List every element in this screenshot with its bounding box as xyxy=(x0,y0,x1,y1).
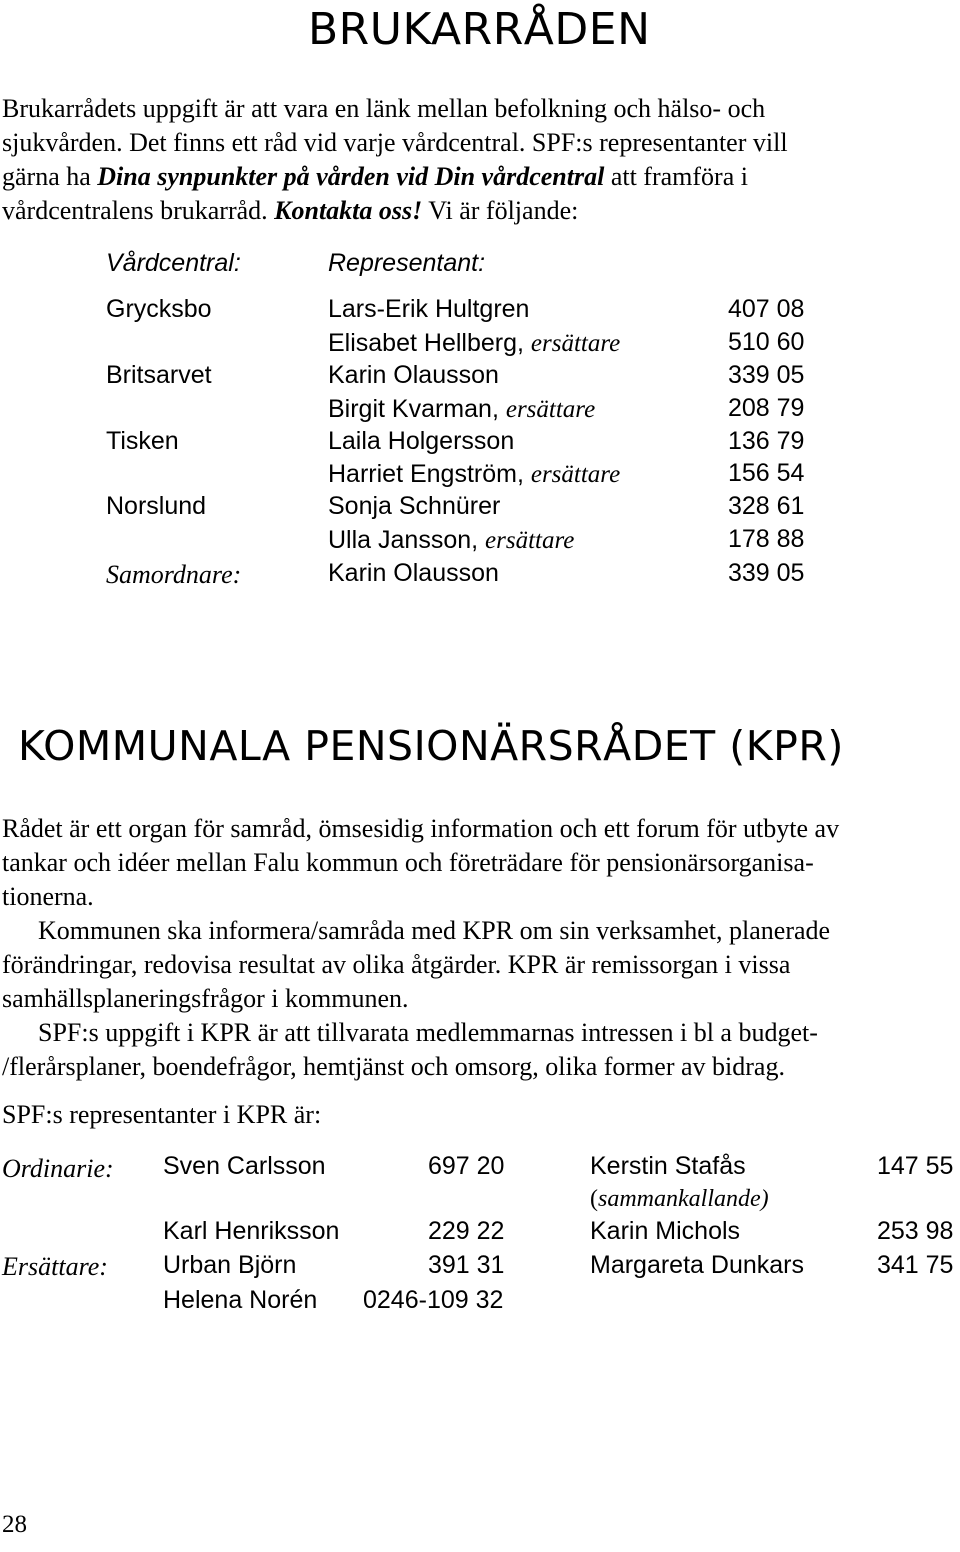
representative-phone: 407 08 xyxy=(728,295,805,323)
kpr-text-line: SPF:s uppgift i KPR är att tillvarata medlemmarnas intressen i bl a budget- xyxy=(38,1018,818,1047)
center-name: Tisken xyxy=(106,427,179,455)
intro-text: gärna ha xyxy=(2,162,98,191)
intro-text: att framföra i xyxy=(604,162,748,191)
representative-phone: 328 61 xyxy=(728,492,805,520)
intro-line-2: sjukvården. Det finns ett råd vid varje vårdcentral. SPF:s representanter vill xyxy=(2,128,788,157)
kpr-text-line: samhällsplaneringsfrågor i kommunen. xyxy=(2,984,409,1013)
center-name: Britsarvet xyxy=(106,361,212,389)
representative-phone: 136 79 xyxy=(728,427,805,455)
representative-phone: 156 54 xyxy=(728,459,805,487)
kpr-text-line: Rådet är ett organ för samråd, ömsesidig information och ett forum för utbyte av xyxy=(2,814,840,843)
rep-name-text: Ulla Jansson, xyxy=(328,526,486,554)
rep-name-text: Sonja Schnürer xyxy=(328,492,501,520)
note-text: sammankallande xyxy=(598,1186,761,1212)
kpr-member-phone: 341 75 xyxy=(877,1251,954,1279)
representative-name xyxy=(328,458,620,492)
kpr-text-line: /flerårsplaner, boendefrågor, hemtjänst och omsorg, olika former av bidrag. xyxy=(2,1052,785,1081)
representative-name xyxy=(328,393,595,427)
kpr-member-phone: 253 98 xyxy=(877,1217,954,1245)
paren-open: ( xyxy=(590,1186,598,1212)
kpr-member-phone: 391 31 xyxy=(428,1251,505,1279)
coordinator-name: Karin Olausson xyxy=(328,559,499,587)
kpr-member-note xyxy=(590,1182,769,1216)
kpr-member-name: Karl Henriksson xyxy=(163,1217,340,1245)
ordinarie-label: Ordinarie: xyxy=(2,1154,114,1183)
kpr-member-name: Helena Norén xyxy=(163,1286,318,1314)
center-name: Norslund xyxy=(106,492,207,520)
rep-name-text: Birgit Kvarman, xyxy=(328,395,506,423)
kpr-description xyxy=(2,812,957,1084)
kpr-member-name: Kerstin Stafås xyxy=(590,1152,746,1180)
rep-name-text: Karin Olausson xyxy=(328,361,499,389)
rep-name-text: Harriet Engström, xyxy=(328,460,531,488)
rep-name-text: Lars-Erik Hultgren xyxy=(328,295,530,323)
kpr-representatives-intro: SPF:s representanter i KPR är: xyxy=(2,1100,322,1129)
representative-name xyxy=(328,426,514,456)
kpr-member-phone: 697 20 xyxy=(428,1152,505,1180)
kpr-member-name: Margareta Dunkars xyxy=(590,1251,804,1279)
intro-text: vårdcentralens brukarråd. xyxy=(2,196,275,225)
kpr-member-name: Sven Carlsson xyxy=(163,1152,326,1180)
contact-us-emphasis: Kontakta oss! xyxy=(274,196,423,225)
page-number: 28 xyxy=(2,1511,27,1538)
ersattare-label: Ersättare: xyxy=(2,1252,108,1281)
intro-line-3 xyxy=(2,160,957,194)
paren-close: ) xyxy=(760,1186,769,1212)
note-open-paren xyxy=(590,1186,769,1212)
representative-name xyxy=(328,491,500,521)
coordinator-phone: 339 05 xyxy=(728,559,805,587)
representative-name xyxy=(328,327,620,361)
rep-role: ersättare xyxy=(505,396,596,423)
kpr-member-phone: 229 22 xyxy=(428,1217,505,1245)
intro-emphasis: Dina synpunkter på vården vid Din vårdcentral xyxy=(97,162,605,191)
kpr-member-phone: 147 55 xyxy=(877,1152,954,1180)
intro-line-1: Brukarrådets uppgift är att vara en länk mellan befolkning och hälso- och xyxy=(2,94,766,123)
rep-role: ersättare xyxy=(485,527,575,554)
kpr-text-line: tankar och idéer mellan Falu kommun och företrädare för pensionärsorganisa- xyxy=(2,848,814,877)
representative-phone: 510 60 xyxy=(728,328,805,356)
intro-line-4 xyxy=(2,194,957,228)
representative-name xyxy=(328,524,574,558)
kpr-member-name: Urban Björn xyxy=(163,1251,297,1279)
center-name: Grycksbo xyxy=(106,295,212,323)
representative-name xyxy=(328,294,529,324)
rep-name-text: Laila Holgersson xyxy=(328,427,515,455)
kpr-text-line: tionerna. xyxy=(2,882,94,911)
intro-text: Vi är följande: xyxy=(422,196,579,225)
kpr-member-phone: 0246-109 32 xyxy=(363,1286,504,1314)
representative-phone: 178 88 xyxy=(728,525,805,553)
intro-paragraph xyxy=(2,92,957,228)
rep-name-text: Elisabet Hellberg, xyxy=(328,329,531,357)
column-header-vardcentral: Vårdcentral: xyxy=(106,249,241,277)
rep-role: ersättare xyxy=(530,461,621,488)
kpr-text-line: förändringar, redovisa resultat av olika åtgärder. KPR är remissorgan i vissa xyxy=(2,950,791,979)
section-title-kpr: KOMMUNALA PENSIONÄRSRÅDET (KPR) xyxy=(18,722,844,770)
representative-phone: 208 79 xyxy=(728,394,805,422)
page-title-brukarraden: BRUKARRÅDEN xyxy=(308,4,651,55)
representative-name xyxy=(328,360,499,390)
rep-role: ersättare xyxy=(530,330,621,357)
column-header-representant: Representant: xyxy=(328,249,486,277)
kpr-text-line: Kommunen ska informera/samråda med KPR om sin verksamhet, planerade xyxy=(38,916,831,945)
representative-phone: 339 05 xyxy=(728,361,805,389)
kpr-member-name: Karin Michols xyxy=(590,1217,741,1245)
coordinator-label: Samordnare: xyxy=(106,560,242,589)
